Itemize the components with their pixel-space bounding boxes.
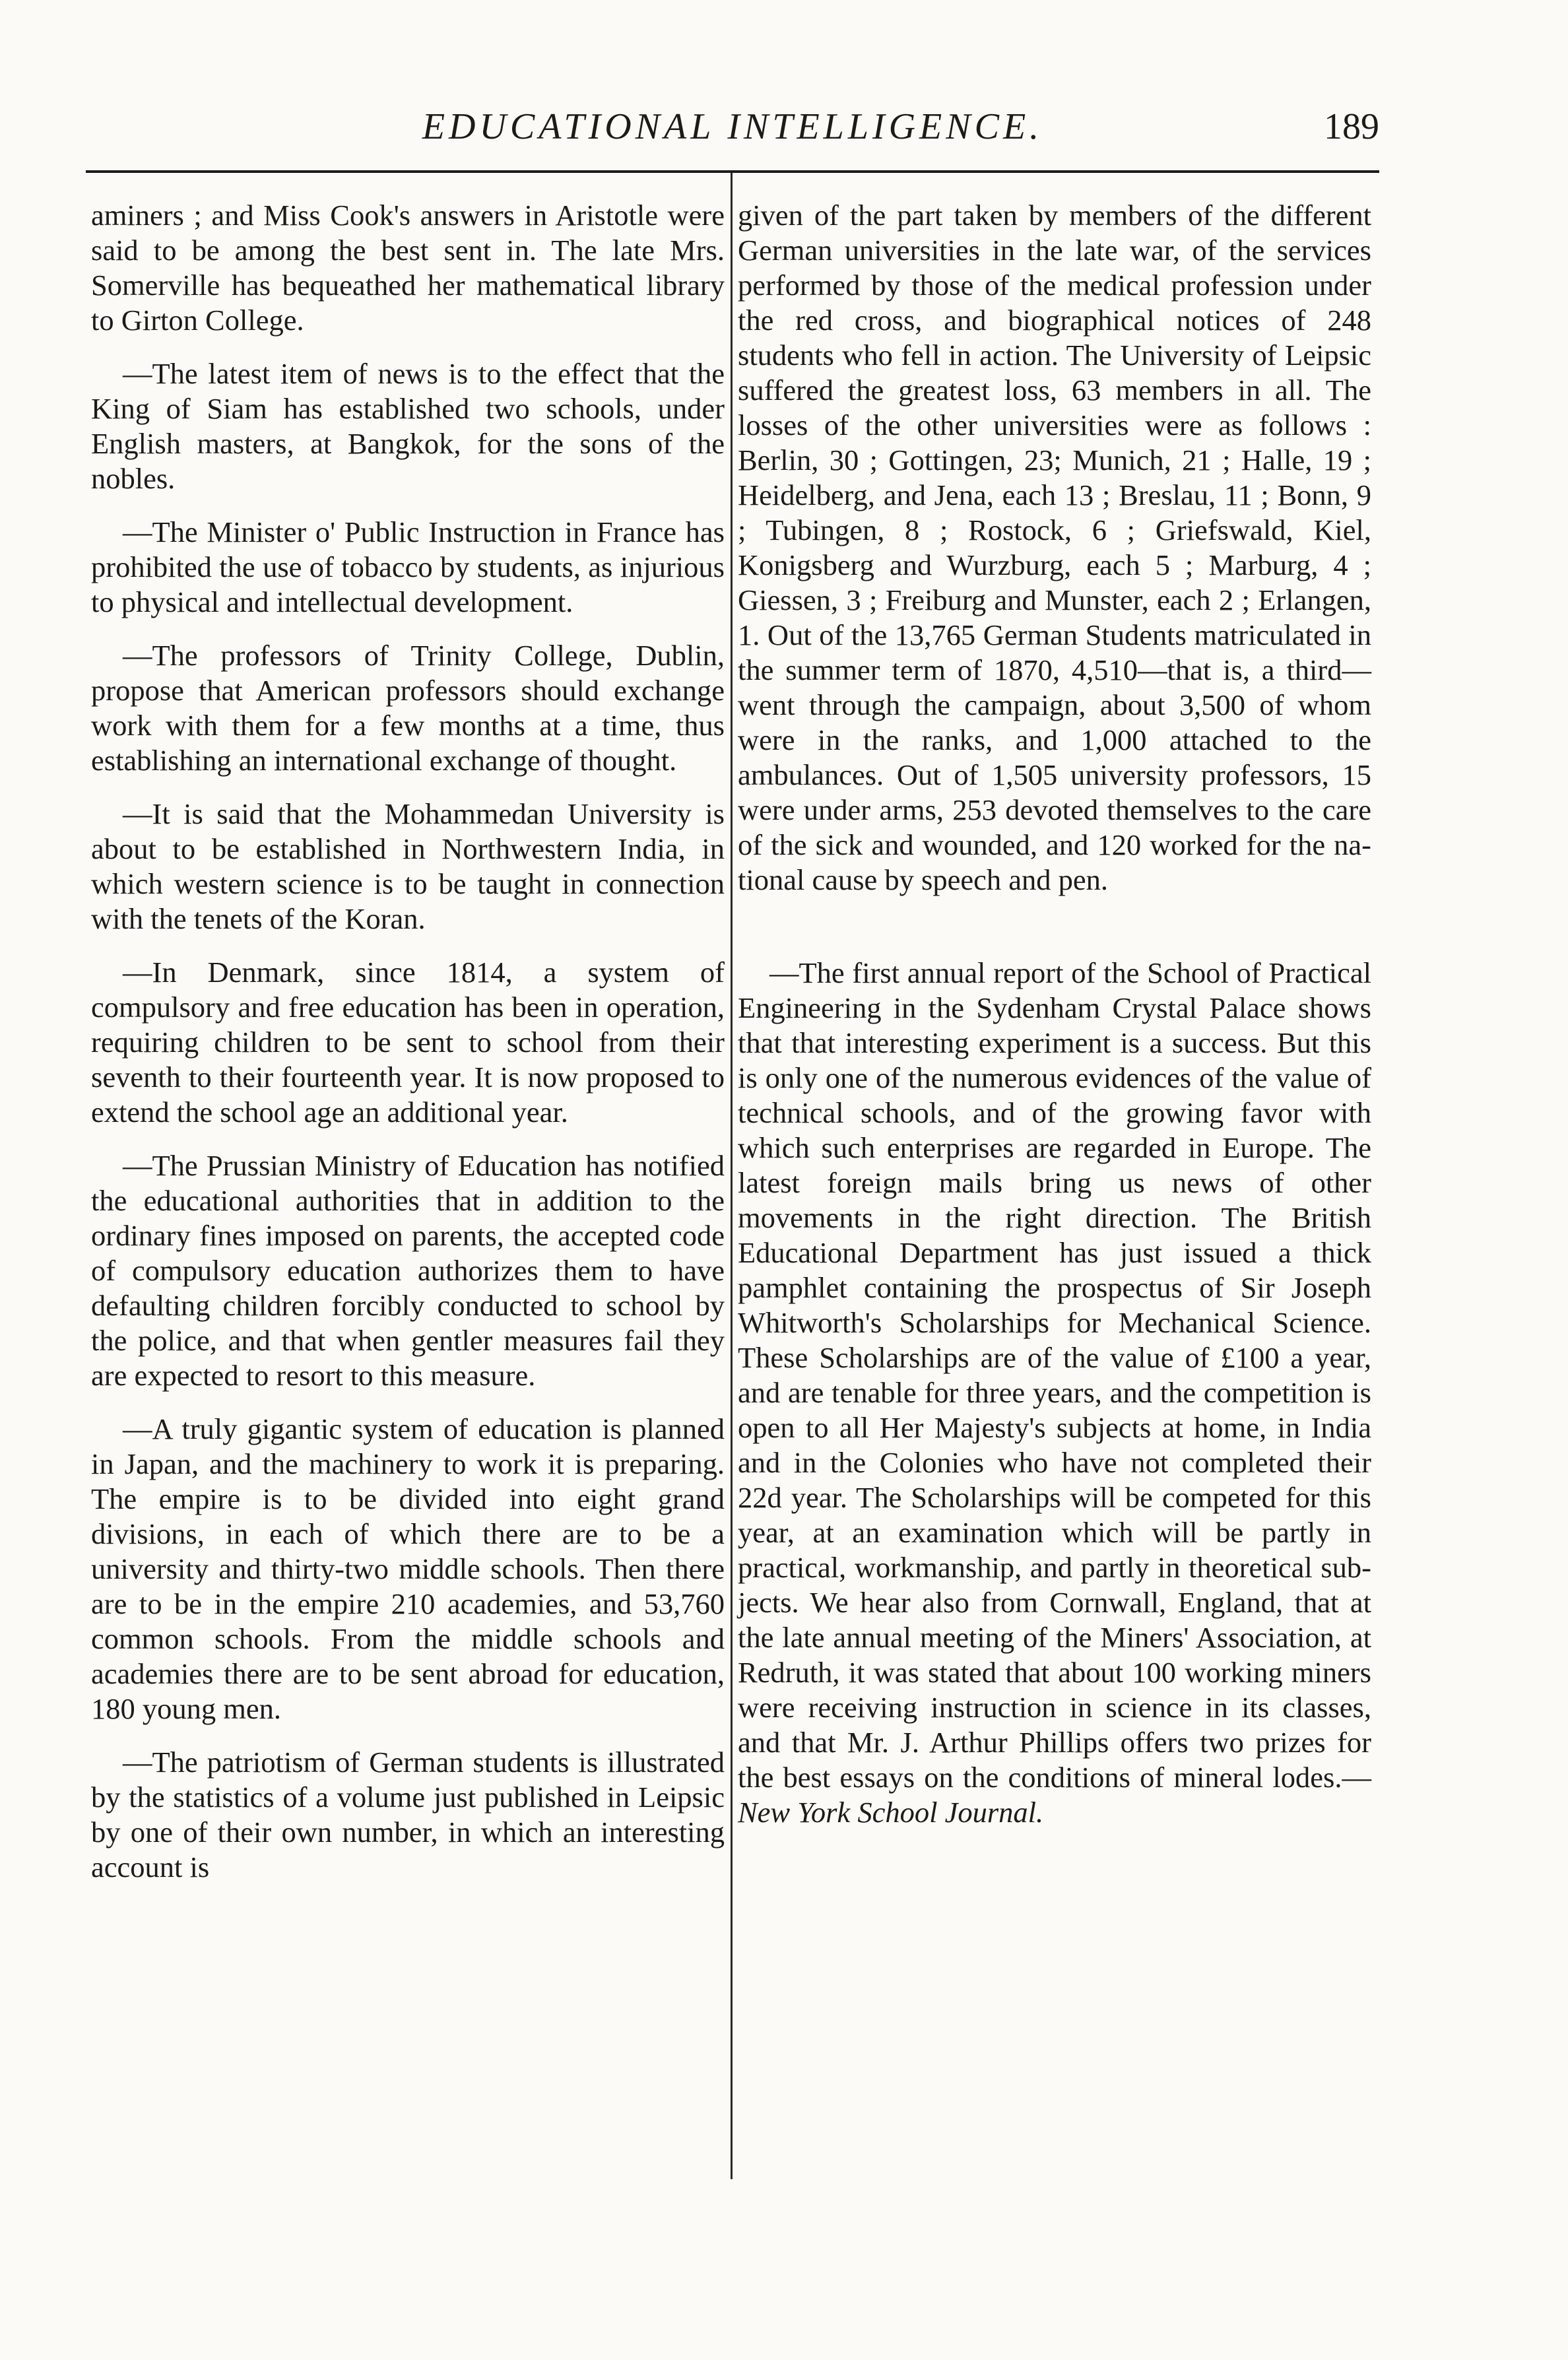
paragraph-practical-engineering [738, 956, 1371, 1830]
paragraph-mohammedan-university: —It is said that the Mohammedan University is about to be established in Northwestern India, in which western science is to be taught in connection with the tenets of the Koran. [91, 797, 725, 935]
running-header [86, 106, 1379, 158]
paragraph-france-tobacco: —The Minister o' Public Instruction in France has prohibited the use of tobacco by students, as injurious to physical and intellectual development. [91, 515, 725, 618]
paragraph-trinity-college: —The professors of Trinity College, Dublin, propose that American professors should exchange work with them for a few months at a time, thus establishing an international exchange of thought. [91, 639, 725, 777]
paragraph-german-students: —The patriotism of German students is illustrated by the statistics of a volume just published in Leipsic by one of their own number, in which an interesting account is [91, 1746, 725, 1884]
paragraph-spacer [738, 916, 1371, 956]
source-credit: New York School Journal. [738, 1796, 1044, 1829]
paragraph-japan: —A truly gigantic system of education is planned in Japan, and the machinery to work it is preparing. The empire is to be divided into eight grand divisions, in each of which there are to be a university and thirty-two middle schools. Then there are to be in the empire 210 academies, and 53,760 common schools. From the middle schools and academies there are to be sent abroad for education, 180 young men. [91, 1412, 725, 1725]
column-divider [731, 173, 733, 2179]
running-title: EDUCATIONAL INTELLIGENCE. [422, 106, 1043, 147]
paragraph-siam: —The latest item of news is to the effect that the King of Siam has established two schools, under English masters, at Bangkok, for the sons of the nobles. [91, 357, 725, 495]
header-rule [86, 170, 1379, 173]
paragraph-girton-continued: aminers ; and Miss Cook's answers in Aristotle were said to be among the best sent in. The late Mrs. Somerville has bequeathed her mathematical library to Girton College. [91, 199, 725, 337]
paragraph-prussian-ministry: —The Prussian Ministry of Education has notified the educational authorities that in addition to the ordinary fines imposed on parents, the accepted code of compulsory education authorizes them to have defaulting children forcibly conducted to school by the police, and that when gentler measures fail they are expected to resort to this measure. [91, 1149, 725, 1392]
paragraph-practical-engineering-text: —The first annual report of the School of Practical Engineering in the Sydenham Crystal Palace shows that that interesting experiment is a success. But this is only one of the numerous evidences of the value of technical schools, and of the growing favor with which such enterprises are regarded in Europe. The latest foreign mails bring us news of other movements in the right direction. The British Educational Department has just issued a thick pamphlet containing the prospectus of Sir Joseph Whitworth's Scholarships for Mechanical Science. These Scholarships are of the value of £100 a year, and are tenable for three years, and the competition is open to all Her Majesty's subjects at home, in India and in the Colonies who have not completed their 22d year. The Scholarships will be competed for this year, at an examination which will be partly in practical, workmanship, and partly in theoretical subjects. We hear also from Cornwall, England, that at the late annual meeting of the Miners' Association, at Redruth, it was stated that about 100 working miners were receiving instruction in science in its classes, and that Mr. J. Arthur Phillips offers two prizes for the best essays on the conditions of mineral lodes.— [738, 956, 1371, 1794]
right-column [738, 198, 1371, 1830]
paragraph-german-students-continued: given of the part taken by members of the different German universities in the late war, of the services performed by those of the medical profession under the red cross, and biographical notices of 248 students who fell in action. The University of Leipsic suffered the greatest loss, 63 members in all. The losses of the other universities were as follows : Berlin, 30 ; Gottingen, 23; Munich, 21 ; Halle, 19 ; Heidelberg, and Jena, each 13 ; Breslau, 11 ; Bonn, 9 ; Tubingen, 8 ; Rostock, 6 ; Griefswald, Kiel, Konigsberg and Wurzburg, each 5 ; Marburg, 4 ; Giessen, 3 ; Freiburg and Munster, each 2 ; Erlangen, 1. Out of the 13,765 German Students matriculated in the summer term of 1870, 4,510—that is, a third— went through the campaign, about 3,500 of whom were in the ranks, and 1,000 attached to the ambulances. Out of 1,505 university professors, 15 were under arms, 253 devoted themselves to the care of the sick and wounded, and 120 worked for the national cause by speech and pen. [738, 199, 1371, 896]
page-number: 189 [1324, 106, 1379, 147]
paragraph-denmark: —In Denmark, since 1814, a system of compulsory and free education has been in operation, requiring children to be sent to school from their seventh to their fourteenth year. It is now proposed to extend the school age an additional year. [91, 956, 725, 1129]
left-column [91, 198, 725, 1885]
